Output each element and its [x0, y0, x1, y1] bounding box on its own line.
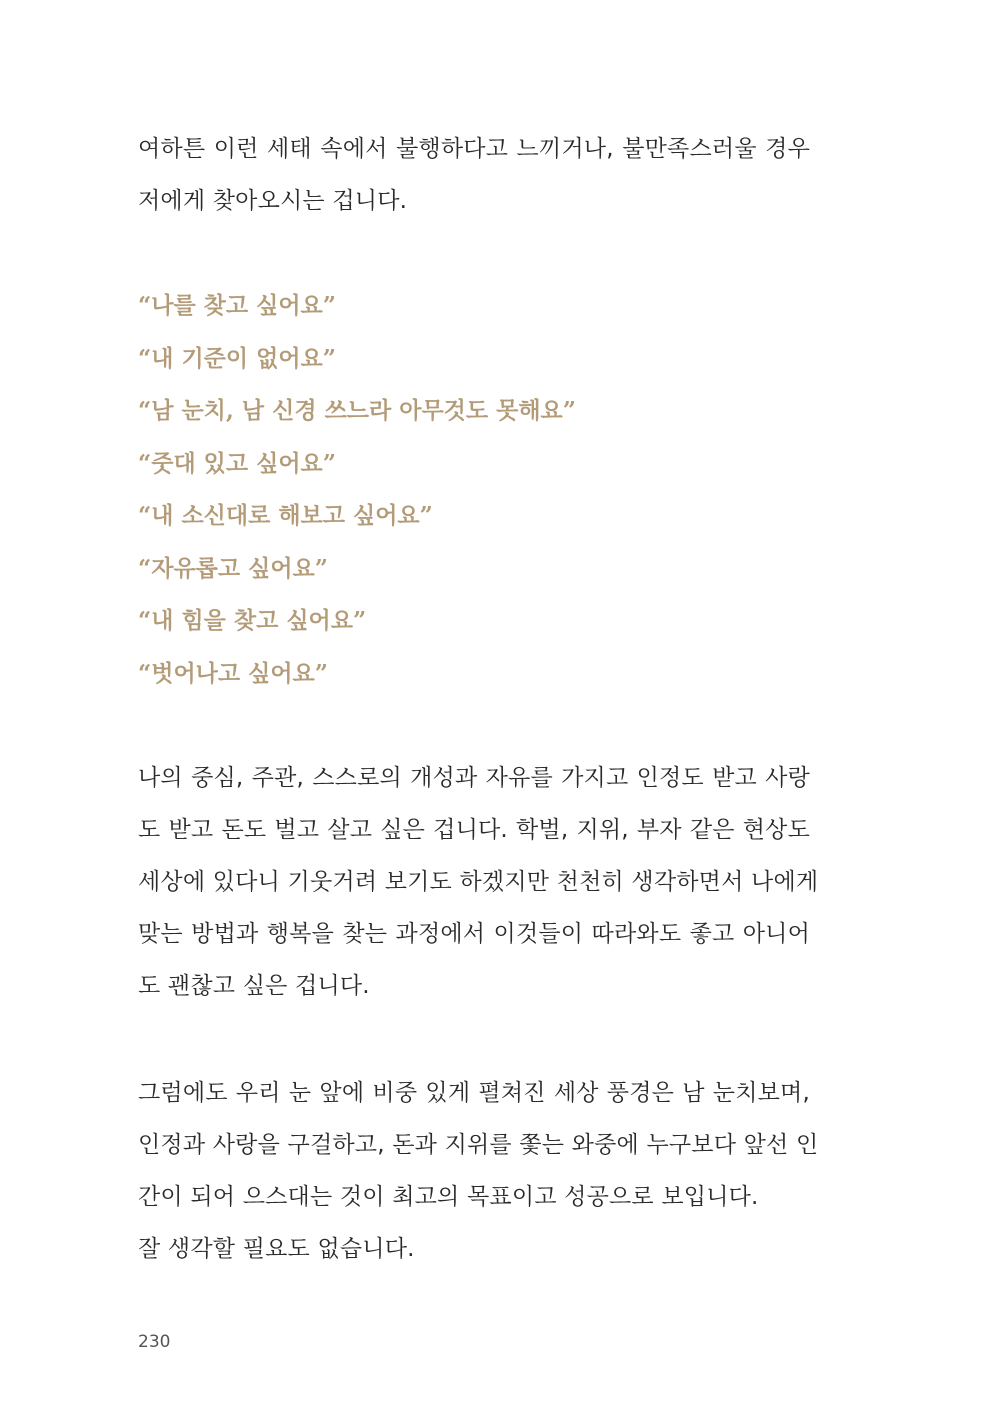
quote-item: “줏대 있고 싶어요” — [138, 449, 336, 477]
text-line: 여하튼 이런 세태 속에서 불행하다고 느끼거나, 불만족스러울 경우 — [138, 136, 810, 162]
text-line: 나의 중심, 주관, 스스로의 개성과 자유를 가지고 인정도 받고 사랑 — [138, 765, 810, 791]
text-line: 그럼에도 우리 눈 앞에 비중 있게 펼쳐진 세상 풍경은 남 눈치보며, — [138, 1080, 810, 1106]
text-line: 잘 생각할 필요도 없습니다. — [138, 1236, 415, 1262]
quote-item: “벗어나고 싶어요” — [138, 659, 328, 687]
text-line: 도 받고 돈도 벌고 살고 싶은 겁니다. 학벌, 지위, 부자 같은 현상도 — [138, 817, 810, 843]
quote-item: “내 힘을 찾고 싶어요” — [138, 607, 367, 634]
quote-list — [138, 288, 576, 708]
quote-item: “자유롭고 싶어요” — [138, 554, 328, 582]
text-line: 맞는 방법과 행복을 찾는 과정에서 이것들이 따라와도 좋고 아니어 — [138, 921, 810, 947]
paragraph-middle — [138, 760, 819, 1020]
paragraph-intro — [138, 131, 810, 235]
quote-item: “내 소신대로 해보고 싶어요” — [138, 502, 433, 529]
text-line: 인정과 사랑을 구걸하고, 돈과 지위를 쫓는 와중에 누구보다 앞선 인 — [138, 1132, 819, 1158]
quote-item: “나를 찾고 싶어요” — [138, 292, 336, 319]
text-line: 도 괜찮고 싶은 겁니다. — [138, 973, 370, 999]
text-line: 세상에 있다니 기웃거려 보기도 하겠지만 천천히 생각하면서 나에게 — [138, 869, 819, 895]
paragraph-closing — [138, 1075, 819, 1283]
text-line: 저에게 찾아오시는 겁니다. — [138, 188, 408, 214]
page-number: 230 — [138, 1332, 171, 1352]
quote-item: “남 눈치, 남 신경 쓰느라 아무것도 못해요” — [138, 397, 576, 424]
quote-item: “내 기준이 없어요” — [138, 344, 336, 372]
text-line: 간이 되어 으스대는 것이 최고의 목표이고 성공으로 보입니다. — [138, 1184, 759, 1210]
